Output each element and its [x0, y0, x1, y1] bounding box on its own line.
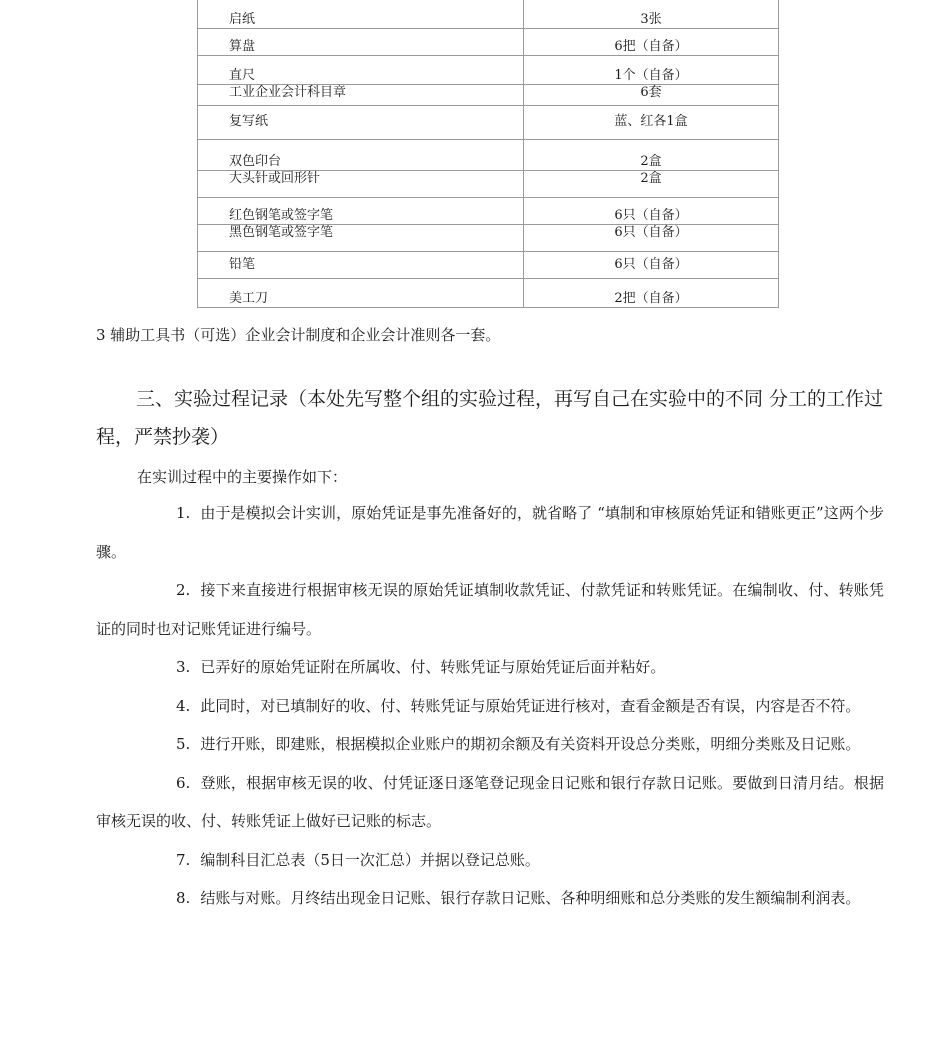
step-number: 6. [176, 773, 191, 792]
step-text: 结账与对账。月终结出现金日记账、银行存款日记账、各种明细账和总分类账的发生额编制利润表。 [200, 889, 861, 907]
table-row [198, 197, 779, 224]
item-qty-cell: 6把（自备） [524, 28, 779, 55]
item-name-cell: 启纸 [198, 0, 524, 28]
step-text: 已弄好的原始凭证附在所属收、付、转账凭证与原始凭证后面并粘好。 [200, 658, 666, 676]
list-item [96, 494, 884, 571]
item-name-cell: 直尺 [198, 55, 524, 84]
item-name-cell: 复写纸 [198, 105, 524, 139]
step-number: 4. [176, 696, 191, 715]
step-number: 7. [176, 850, 191, 869]
list-item [96, 648, 884, 687]
list-item [96, 879, 884, 918]
supplies-table [197, 0, 779, 308]
item-name-cell: 红色钢笔或签字笔 [198, 197, 524, 224]
table-row [198, 224, 779, 251]
table-row [198, 28, 779, 55]
item-name-cell: 黑色钢笔或签字笔 [198, 224, 524, 251]
item-qty-cell: 2把（自备） [524, 278, 779, 307]
section-heading: 三、实验过程记录（本处先写整个组的实验过程，再写自己在实验中的不同 分工的工作过程，严禁抄袭） [96, 388, 884, 448]
item-qty-cell: 6只（自备） [524, 224, 779, 251]
step-number: 1. [176, 504, 191, 522]
table-row [198, 0, 779, 28]
item-name-cell: 工业企业会计科目章 [198, 84, 524, 105]
item-qty-cell: 2盒 [524, 170, 779, 197]
item-qty-cell: 3张 [524, 0, 779, 28]
item-qty-cell: 1个（自备） [524, 55, 779, 84]
list-item [96, 687, 884, 726]
table-row [198, 84, 779, 105]
process-steps-list [96, 494, 884, 918]
list-item [96, 725, 884, 764]
step-number: 2. [176, 581, 191, 599]
item-name-cell: 铅笔 [198, 251, 524, 278]
step-number: 5. [176, 735, 191, 753]
list-item [96, 764, 884, 841]
step-text: 进行开账，即建账，根据模拟企业账户的期初余额及有关资料开设总分类账，明细分类账及日记账。 [200, 735, 861, 753]
table-row [198, 251, 779, 278]
item-qty-cell: 2盒 [524, 139, 779, 170]
table-row [198, 139, 779, 170]
step-text: 编制科目汇总表（5日一次汇总）并据以登记总账。 [200, 850, 540, 869]
item-name-cell: 双色印台 [198, 139, 524, 170]
step-text: 此同时，对已填制好的收、付、转账凭证与原始凭证进行核对，查看金额是否有误，内容是否不符。 [200, 696, 861, 715]
step-text: 登账，根据审核无误的收、付凭证逐日逐笔登记现金日记账和银行存款日记账。要做到日清月结。根据审核无误的收、付、转账凭证上做好已记账的标志。 [96, 773, 884, 830]
item-name-cell: 大头针或回形针 [198, 170, 524, 197]
item-name-cell: 美工刀 [198, 278, 524, 307]
step-number: 8. [176, 889, 191, 907]
list-item [96, 841, 884, 880]
section-intro: 在实训过程中的主要操作如下： [137, 468, 348, 486]
item-qty-cell: 蓝、红各1盒 [524, 105, 779, 139]
item-qty-cell: 6套 [524, 84, 779, 105]
item-name-cell: 算盘 [198, 28, 524, 55]
table-row [198, 55, 779, 84]
step-number: 3. [176, 658, 191, 676]
reference-books-note: 3 辅助工具书（可选）企业会计制度和企业会计准则各一套。 [96, 326, 501, 344]
item-qty-cell: 6只（自备） [524, 251, 779, 278]
table-row [198, 170, 779, 197]
table-row [198, 278, 779, 307]
table-row [198, 105, 779, 139]
list-item [96, 571, 884, 648]
item-qty-cell: 6只（自备） [524, 197, 779, 224]
step-text: 由于是模拟会计实训，原始凭证是事先准备好的，就省略了 “填制和审核原始凭证和错账更正”这两个步骤。 [96, 504, 884, 561]
step-text: 接下来直接进行根据审核无误的原始凭证填制收款凭证、付款凭证和转账凭证。在编制收、付、转账凭证的同时也对记账凭证进行编号。 [96, 581, 884, 638]
